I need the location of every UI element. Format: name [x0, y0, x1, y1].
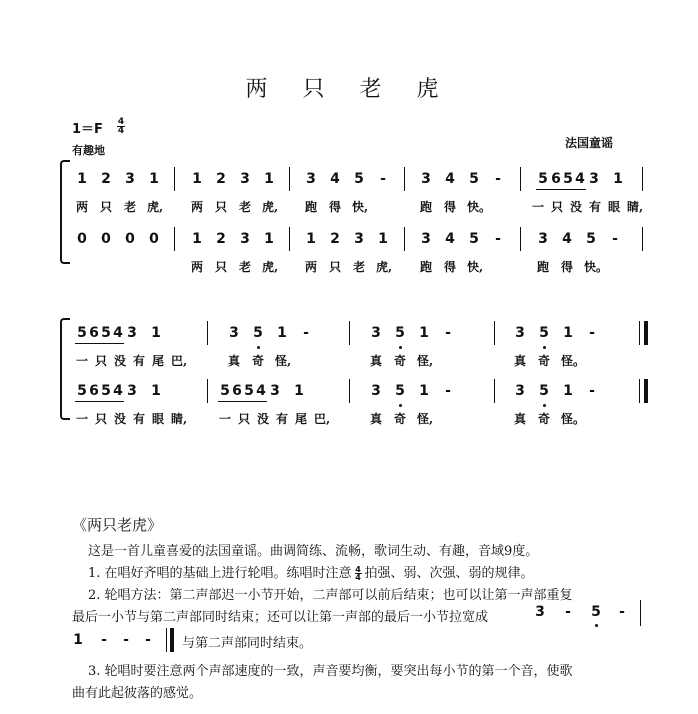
jianpu-note: 2	[216, 171, 226, 187]
lyric-syllable: 只	[214, 260, 227, 274]
p2-text-a: 1. 在唱好齐唱的基础上进行轮唱。练唱时注意	[88, 566, 352, 581]
low-octave-dot	[399, 404, 402, 407]
final-bar-line	[639, 379, 648, 403]
jianpu-note: 6	[89, 325, 99, 341]
lyric-syllable: 虎,	[376, 260, 393, 274]
jianpu-note: 4	[256, 383, 266, 399]
lyric-syllable: 只	[214, 200, 227, 214]
lyric-syllable: 得	[443, 260, 456, 274]
jianpu-note: 5	[469, 231, 479, 247]
jianpu-note: 5	[539, 325, 549, 341]
jianpu-note: 5	[586, 231, 596, 247]
jianpu-note: 1	[264, 171, 274, 187]
lyric-syllable: 有	[275, 412, 288, 426]
lyric-syllable: 老	[238, 260, 251, 274]
jianpu-note: 4	[113, 325, 123, 341]
jianpu-note: -	[123, 632, 129, 648]
lyric-syllable: 巴,	[171, 354, 188, 368]
jianpu-note: 5	[244, 383, 254, 399]
lyric-syllable: 虎,	[262, 200, 279, 214]
eighth-underline	[574, 189, 586, 190]
lyric-syllable: 奇	[537, 354, 550, 368]
jianpu-note: -	[589, 325, 595, 341]
jianpu-note: 5	[77, 383, 87, 399]
lyric-syllable: 没	[569, 200, 582, 214]
lyric-syllable: 只	[94, 354, 107, 368]
bar-line	[349, 379, 350, 403]
jianpu-note: 4	[562, 231, 572, 247]
eighth-underline	[218, 401, 255, 402]
voice-2-staff	[74, 230, 654, 252]
final-bar-line	[639, 321, 648, 345]
eighth-underline	[75, 343, 112, 344]
jianpu-note: 0	[125, 231, 135, 247]
lyric-syllable: 得	[328, 200, 341, 214]
jianpu-note: 0	[77, 231, 87, 247]
jianpu-note: 3	[229, 325, 239, 341]
notes-heading: 《两只老虎》	[72, 516, 163, 534]
jianpu-note: 4	[113, 383, 123, 399]
bar-line	[640, 600, 641, 626]
jianpu-note: 3	[306, 171, 316, 187]
lyric-syllable: 眼	[607, 200, 620, 214]
lyric-syllable: 两	[190, 200, 203, 214]
lyric-syllable: 一	[218, 412, 231, 426]
jianpu-note: 3	[589, 171, 599, 187]
lyric-syllable: 虎,	[262, 260, 279, 274]
jianpu-note: 4	[330, 171, 340, 187]
jianpu-note: 5	[538, 171, 548, 187]
time-signature: 4 4	[117, 117, 125, 136]
jianpu-note: 1	[306, 231, 316, 247]
inline-notation-2	[0, 628, 698, 652]
jianpu-note: 1	[294, 383, 304, 399]
jianpu-note: 5	[101, 325, 111, 341]
bar-line	[207, 321, 208, 345]
score-system-1	[60, 160, 645, 280]
jianpu-note: 1	[77, 171, 87, 187]
low-octave-dot	[257, 346, 260, 349]
jianpu-note: 3	[535, 604, 545, 620]
jianpu-note: 2	[101, 171, 111, 187]
bar-line	[174, 167, 175, 191]
voice-2-staff	[74, 382, 654, 404]
notes-paragraph-4a: 3. 轮唱时要注意两个声部速度的一致，声音要均衡，要突出每小节的第一个音，使歌	[88, 664, 573, 679]
bar-line	[642, 227, 643, 251]
low-octave-dot	[543, 404, 546, 407]
lyric-syllable: 一	[531, 200, 544, 214]
lyric-syllable: 奇	[393, 412, 406, 426]
bar-line	[642, 167, 643, 191]
lyric-syllable: 奇	[537, 412, 550, 426]
lyric-syllable: 巴,	[314, 412, 331, 426]
lyric-syllable: 怪,	[275, 354, 292, 368]
lyric-syllable: 一	[75, 354, 88, 368]
jianpu-note: 1	[613, 171, 623, 187]
eighth-underline	[112, 343, 124, 344]
lyric-syllable: 两	[190, 260, 203, 274]
jianpu-note: 3	[421, 171, 431, 187]
bar-line	[207, 379, 208, 403]
key-signature: 1＝F	[72, 122, 103, 137]
p2-text-b: 拍强、弱、次强、弱的规律。	[364, 566, 534, 581]
jianpu-note: 5	[395, 325, 405, 341]
jianpu-note: 1	[277, 325, 287, 341]
jianpu-note: 0	[101, 231, 111, 247]
lyric-syllable: 快。	[584, 260, 609, 274]
lyric-syllable: 真	[513, 354, 526, 368]
jianpu-note: 1	[563, 383, 573, 399]
lyric-syllable: 尾	[151, 354, 164, 368]
lyric-syllable: 快。	[467, 200, 492, 214]
system-brace	[60, 318, 70, 420]
bar-line	[404, 167, 405, 191]
jianpu-note: 2	[216, 231, 226, 247]
jianpu-note: 3	[515, 383, 525, 399]
jianpu-note: 5	[539, 383, 549, 399]
lyric-syllable: 尾	[294, 412, 307, 426]
jianpu-note: -	[619, 604, 625, 620]
jianpu-note: 1	[419, 325, 429, 341]
lyric-syllable: 睛,	[171, 412, 188, 426]
jianpu-note: 3	[125, 171, 135, 187]
lyric-syllable: 没	[113, 354, 126, 368]
lyric-syllable: 睛,	[627, 200, 644, 214]
low-octave-dot	[595, 624, 598, 627]
jianpu-note: 3	[515, 325, 525, 341]
voice-1-staff	[74, 170, 654, 192]
lyric-syllable: 真	[369, 412, 382, 426]
jianpu-note: 6	[232, 383, 242, 399]
bar-line	[494, 321, 495, 345]
lyric-syllable: 只	[99, 200, 112, 214]
bar-line	[494, 379, 495, 403]
jianpu-note: 4	[445, 231, 455, 247]
jianpu-note: 3	[240, 171, 250, 187]
lyric-syllable: 奇	[251, 354, 264, 368]
jianpu-note: 3	[127, 325, 137, 341]
voice-1-staff	[74, 324, 654, 346]
jianpu-note: 3	[371, 325, 381, 341]
lyric-syllable: 真	[369, 354, 382, 368]
score-system-2	[60, 318, 645, 438]
lyric-syllable: 只	[328, 260, 341, 274]
jianpu-note: 6	[89, 383, 99, 399]
jianpu-note: -	[145, 632, 151, 648]
notes-paragraph-1: 这是一首儿童喜爱的法国童谣。曲调简练、流畅，歌词生动、有趣，音域9度。	[88, 544, 539, 559]
bar-line	[289, 167, 290, 191]
lyric-syllable: 怪,	[417, 354, 434, 368]
bar-line	[289, 227, 290, 251]
song-title: 两 只 老 虎	[245, 77, 453, 102]
jianpu-note: 4	[445, 171, 455, 187]
jianpu-note: 6	[551, 171, 561, 187]
lyric-syllable: 怪,	[417, 412, 434, 426]
lyric-syllable: 怪。	[561, 412, 586, 426]
lyric-syllable: 虎,	[147, 200, 164, 214]
lyric-syllable: 真	[227, 354, 240, 368]
jianpu-note: -	[565, 604, 571, 620]
lyric-syllable: 奇	[393, 354, 406, 368]
jianpu-note: -	[445, 325, 451, 341]
jianpu-note: 5	[591, 604, 601, 620]
low-octave-dot	[543, 346, 546, 349]
jianpu-note: -	[495, 231, 501, 247]
jianpu-note: 1	[73, 632, 83, 648]
jianpu-note: 5	[469, 171, 479, 187]
lyric-syllable: 得	[560, 260, 573, 274]
jianpu-note: 5	[220, 383, 230, 399]
jianpu-note: -	[445, 383, 451, 399]
jianpu-note: 1	[378, 231, 388, 247]
lyric-syllable: 快,	[467, 260, 484, 274]
jianpu-note: 3	[240, 231, 250, 247]
jianpu-note: 1	[563, 325, 573, 341]
system-brace	[60, 160, 70, 264]
bar-line	[520, 227, 521, 251]
notes-paragraph-3c: 与第二声部同时结束。	[182, 636, 313, 651]
jianpu-note: 3	[371, 383, 381, 399]
jianpu-note: -	[303, 325, 309, 341]
eighth-underline	[112, 401, 124, 402]
lyric-syllable: 没	[256, 412, 269, 426]
bar-line	[349, 321, 350, 345]
jianpu-note: 5	[354, 171, 364, 187]
jianpu-note: 3	[354, 231, 364, 247]
jianpu-note: 1	[192, 231, 202, 247]
tempo-marking: 有趣地	[72, 144, 105, 157]
lyric-syllable: 真	[513, 412, 526, 426]
lyric-syllable: 一	[75, 412, 88, 426]
jianpu-note: 3	[538, 231, 548, 247]
jianpu-note: -	[612, 231, 618, 247]
jianpu-note: 5	[77, 325, 87, 341]
lyric-syllable: 有	[588, 200, 601, 214]
final-bar-line	[166, 628, 174, 652]
eighth-underline	[255, 401, 267, 402]
jianpu-note: 5	[395, 383, 405, 399]
notes-paragraph-3a: 2. 轮唱方法：第二声部迟一小节开始，二声部可以前后结束；也可以让第一声部重复	[88, 588, 573, 603]
lyric-syllable: 怪。	[561, 354, 586, 368]
jianpu-note: 3	[421, 231, 431, 247]
inline-notation-1	[0, 598, 698, 628]
notes-paragraph-3b: 最后一小节与第二声部同时结束；还可以让第一声部的最后一小节拉宽成	[72, 610, 489, 625]
low-octave-dot	[399, 346, 402, 349]
jianpu-note: 0	[149, 231, 159, 247]
lyric-syllable: 老	[352, 260, 365, 274]
eighth-underline	[75, 401, 112, 402]
jianpu-note: 1	[151, 325, 161, 341]
lyric-syllable: 得	[443, 200, 456, 214]
song-source: 法国童谣	[565, 136, 614, 150]
lyric-syllable: 跑	[304, 200, 317, 214]
lyric-syllable: 只	[550, 200, 563, 214]
jianpu-note: 2	[330, 231, 340, 247]
notes-paragraph-4b: 曲有此起彼落的感觉。	[72, 686, 203, 701]
jianpu-note: 1	[419, 383, 429, 399]
jianpu-note: 1	[151, 383, 161, 399]
jianpu-note: 3	[270, 383, 280, 399]
bar-line	[520, 167, 521, 191]
bar-line	[174, 227, 175, 251]
jianpu-note: 4	[575, 171, 585, 187]
jianpu-note: 1	[149, 171, 159, 187]
notes-paragraph-2	[88, 562, 534, 581]
jianpu-note: -	[495, 171, 501, 187]
lyric-syllable: 两	[304, 260, 317, 274]
lyric-syllable: 眼	[151, 412, 164, 426]
eighth-underline	[536, 189, 574, 190]
jianpu-note: 5	[253, 325, 263, 341]
lyric-syllable: 跑	[419, 200, 432, 214]
lyric-syllable: 没	[113, 412, 126, 426]
jianpu-note: -	[101, 632, 107, 648]
jianpu-note: 5	[101, 383, 111, 399]
lyric-syllable: 跑	[536, 260, 549, 274]
lyric-syllable: 只	[94, 412, 107, 426]
jianpu-note: -	[589, 383, 595, 399]
lyric-syllable: 两	[75, 200, 88, 214]
jianpu-note: 5	[563, 171, 573, 187]
lyric-syllable: 老	[123, 200, 136, 214]
inline-time-signature: $\frac{4}{4}$	[355, 565, 361, 582]
jianpu-note: 1	[264, 231, 274, 247]
bar-line	[404, 227, 405, 251]
lyric-syllable: 快,	[352, 200, 369, 214]
lyric-syllable: 老	[238, 200, 251, 214]
lyric-syllable: 有	[132, 412, 145, 426]
jianpu-note: 1	[192, 171, 202, 187]
jianpu-note: 3	[127, 383, 137, 399]
lyric-syllable: 只	[237, 412, 250, 426]
lyric-syllable: 有	[132, 354, 145, 368]
lyric-syllable: 跑	[419, 260, 432, 274]
jianpu-note: -	[380, 171, 386, 187]
